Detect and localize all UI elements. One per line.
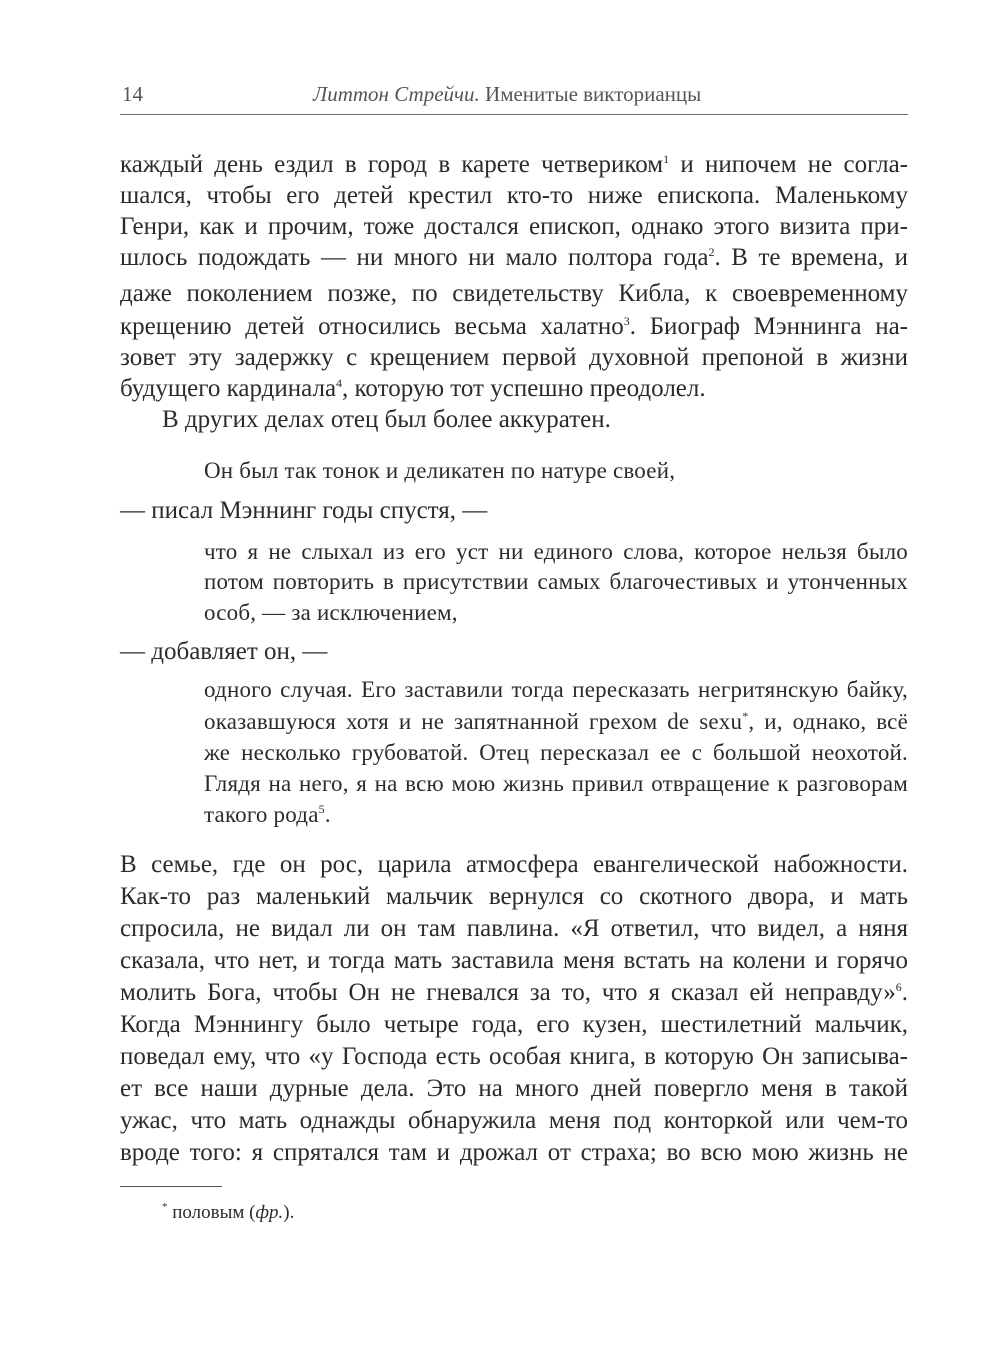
quote-line: Он был так тонок и деликатен по натуре своей,: [204, 458, 676, 483]
running-title-author: Литтон Стрейчи.: [313, 82, 480, 106]
quote-line: же несколько грубоватой. Отец пересказал ее с большой неохотой.: [204, 740, 908, 765]
interjection: — добавляет он, —: [120, 638, 328, 665]
footnote-marker: *: [162, 1201, 168, 1213]
text-run: такого рода: [204, 802, 319, 827]
latin-phrase: de sexu: [667, 709, 743, 734]
text-run: .: [901, 979, 908, 1006]
text-line: даже поколением позже, по свидетельству Кибла, к своевременному: [120, 280, 908, 307]
text-line: спросила, не видал ли он там павлина. «Я ответил, что видел, а няня: [120, 915, 908, 942]
quote-line: [204, 800, 908, 830]
text-run: каждый день ездил в город в карете четвериком: [120, 151, 664, 178]
quote-line: [204, 707, 908, 737]
footnote-ref: *: [742, 709, 749, 723]
text-line: Как-то раз маленький мальчик вернулся со скотного двора, и мать: [120, 883, 908, 910]
footnote: [162, 1202, 294, 1224]
running-title-book: Именитые викторианцы: [485, 82, 702, 106]
text-line: В семье, где он рос, царила атмосфера евангелической набожности.: [120, 851, 908, 878]
text-line: Когда Мэннингу было четыре года, его кузен, шестилетний мальчик,: [120, 1011, 908, 1038]
quote-line: Глядя на него, я на всю мою жизнь привил отвращение к разговорам: [204, 771, 908, 796]
text-line: Генри, как и прочим, тоже достался епископ, однако этого визита при-: [120, 213, 908, 240]
text-line: [120, 312, 908, 342]
text-line: вроде того: я спрятался там и дрожал от страха; во всю мою жизнь не: [120, 1139, 908, 1166]
text-run: . В те времена, и: [714, 244, 908, 271]
quote-line: что я не слыхал из его уст ни единого слова, которое нельзя было: [204, 539, 908, 564]
footnote-abbr: фр.: [255, 1202, 284, 1223]
text-line: В других делах отец был более аккуратен.: [162, 406, 611, 433]
text-run: половым (: [167, 1202, 256, 1223]
text-run: ).: [283, 1202, 295, 1223]
text-run: , и, однако, всё: [748, 709, 908, 734]
text-run: молить Бога, чтобы Он не гневался за то, что я сказал ей неправду»: [120, 979, 896, 1006]
footnote-ref: 5: [318, 802, 325, 816]
footnote-ref: 2: [708, 245, 715, 259]
running-header: [120, 80, 908, 115]
quote-line: потом повторить в присутствии самых благочестивых и утонченных: [204, 569, 908, 594]
page-number: 14: [122, 82, 143, 106]
text-run: .: [324, 802, 331, 827]
footnote-ref: 1: [663, 152, 670, 166]
text-line: шался, чтобы его детей крестил кто-то ниже епископа. Маленькому: [120, 182, 908, 209]
running-title: [313, 82, 701, 107]
text-run: , которую тот успешно преодолел.: [342, 375, 706, 402]
text-line: [120, 978, 908, 1008]
footnote-ref: 4: [336, 376, 343, 390]
text-run: и нипочем не согла-: [669, 151, 909, 178]
text-line: [120, 374, 908, 404]
text-line: ужас, что мать однажды обнаружила меня под конторкой или чем-то: [120, 1107, 908, 1134]
text-line: ет все наши дурные дела. Это на много дней повергло меня в такой: [120, 1075, 908, 1102]
text-line: [120, 150, 908, 180]
quote-line: одного случая. Его заставили тогда пересказать негритянскую байку,: [204, 677, 908, 702]
footnote-divider: [120, 1186, 222, 1187]
text-run: крещению детей относились весьма халатно: [120, 313, 624, 340]
interjection: — писал Мэннинг годы спустя, —: [120, 497, 488, 524]
text-line: поведал ему, что «у Господа есть особая книга, в которую Он записыва-: [120, 1043, 908, 1070]
text-run: . Биограф Мэннинга на-: [629, 313, 908, 340]
text-run: шлось подождать — ни много ни мало полтора года: [120, 244, 709, 271]
text-line: сказала, что нет, и тогда мать заставила меня встать на колени и горячо: [120, 947, 908, 974]
text-run: оказавшуюся хотя и не запятнанной грехом: [204, 709, 668, 734]
text-line: [120, 243, 908, 273]
footnote-ref: 3: [623, 314, 630, 328]
text-run: будущего кардинала: [120, 375, 337, 402]
footnote-ref: 6: [895, 980, 902, 994]
quote-line: особ, — за исключением,: [204, 600, 458, 625]
text-line: зовет эту задержку с крещением первой духовной препоной в жизни: [120, 344, 908, 371]
